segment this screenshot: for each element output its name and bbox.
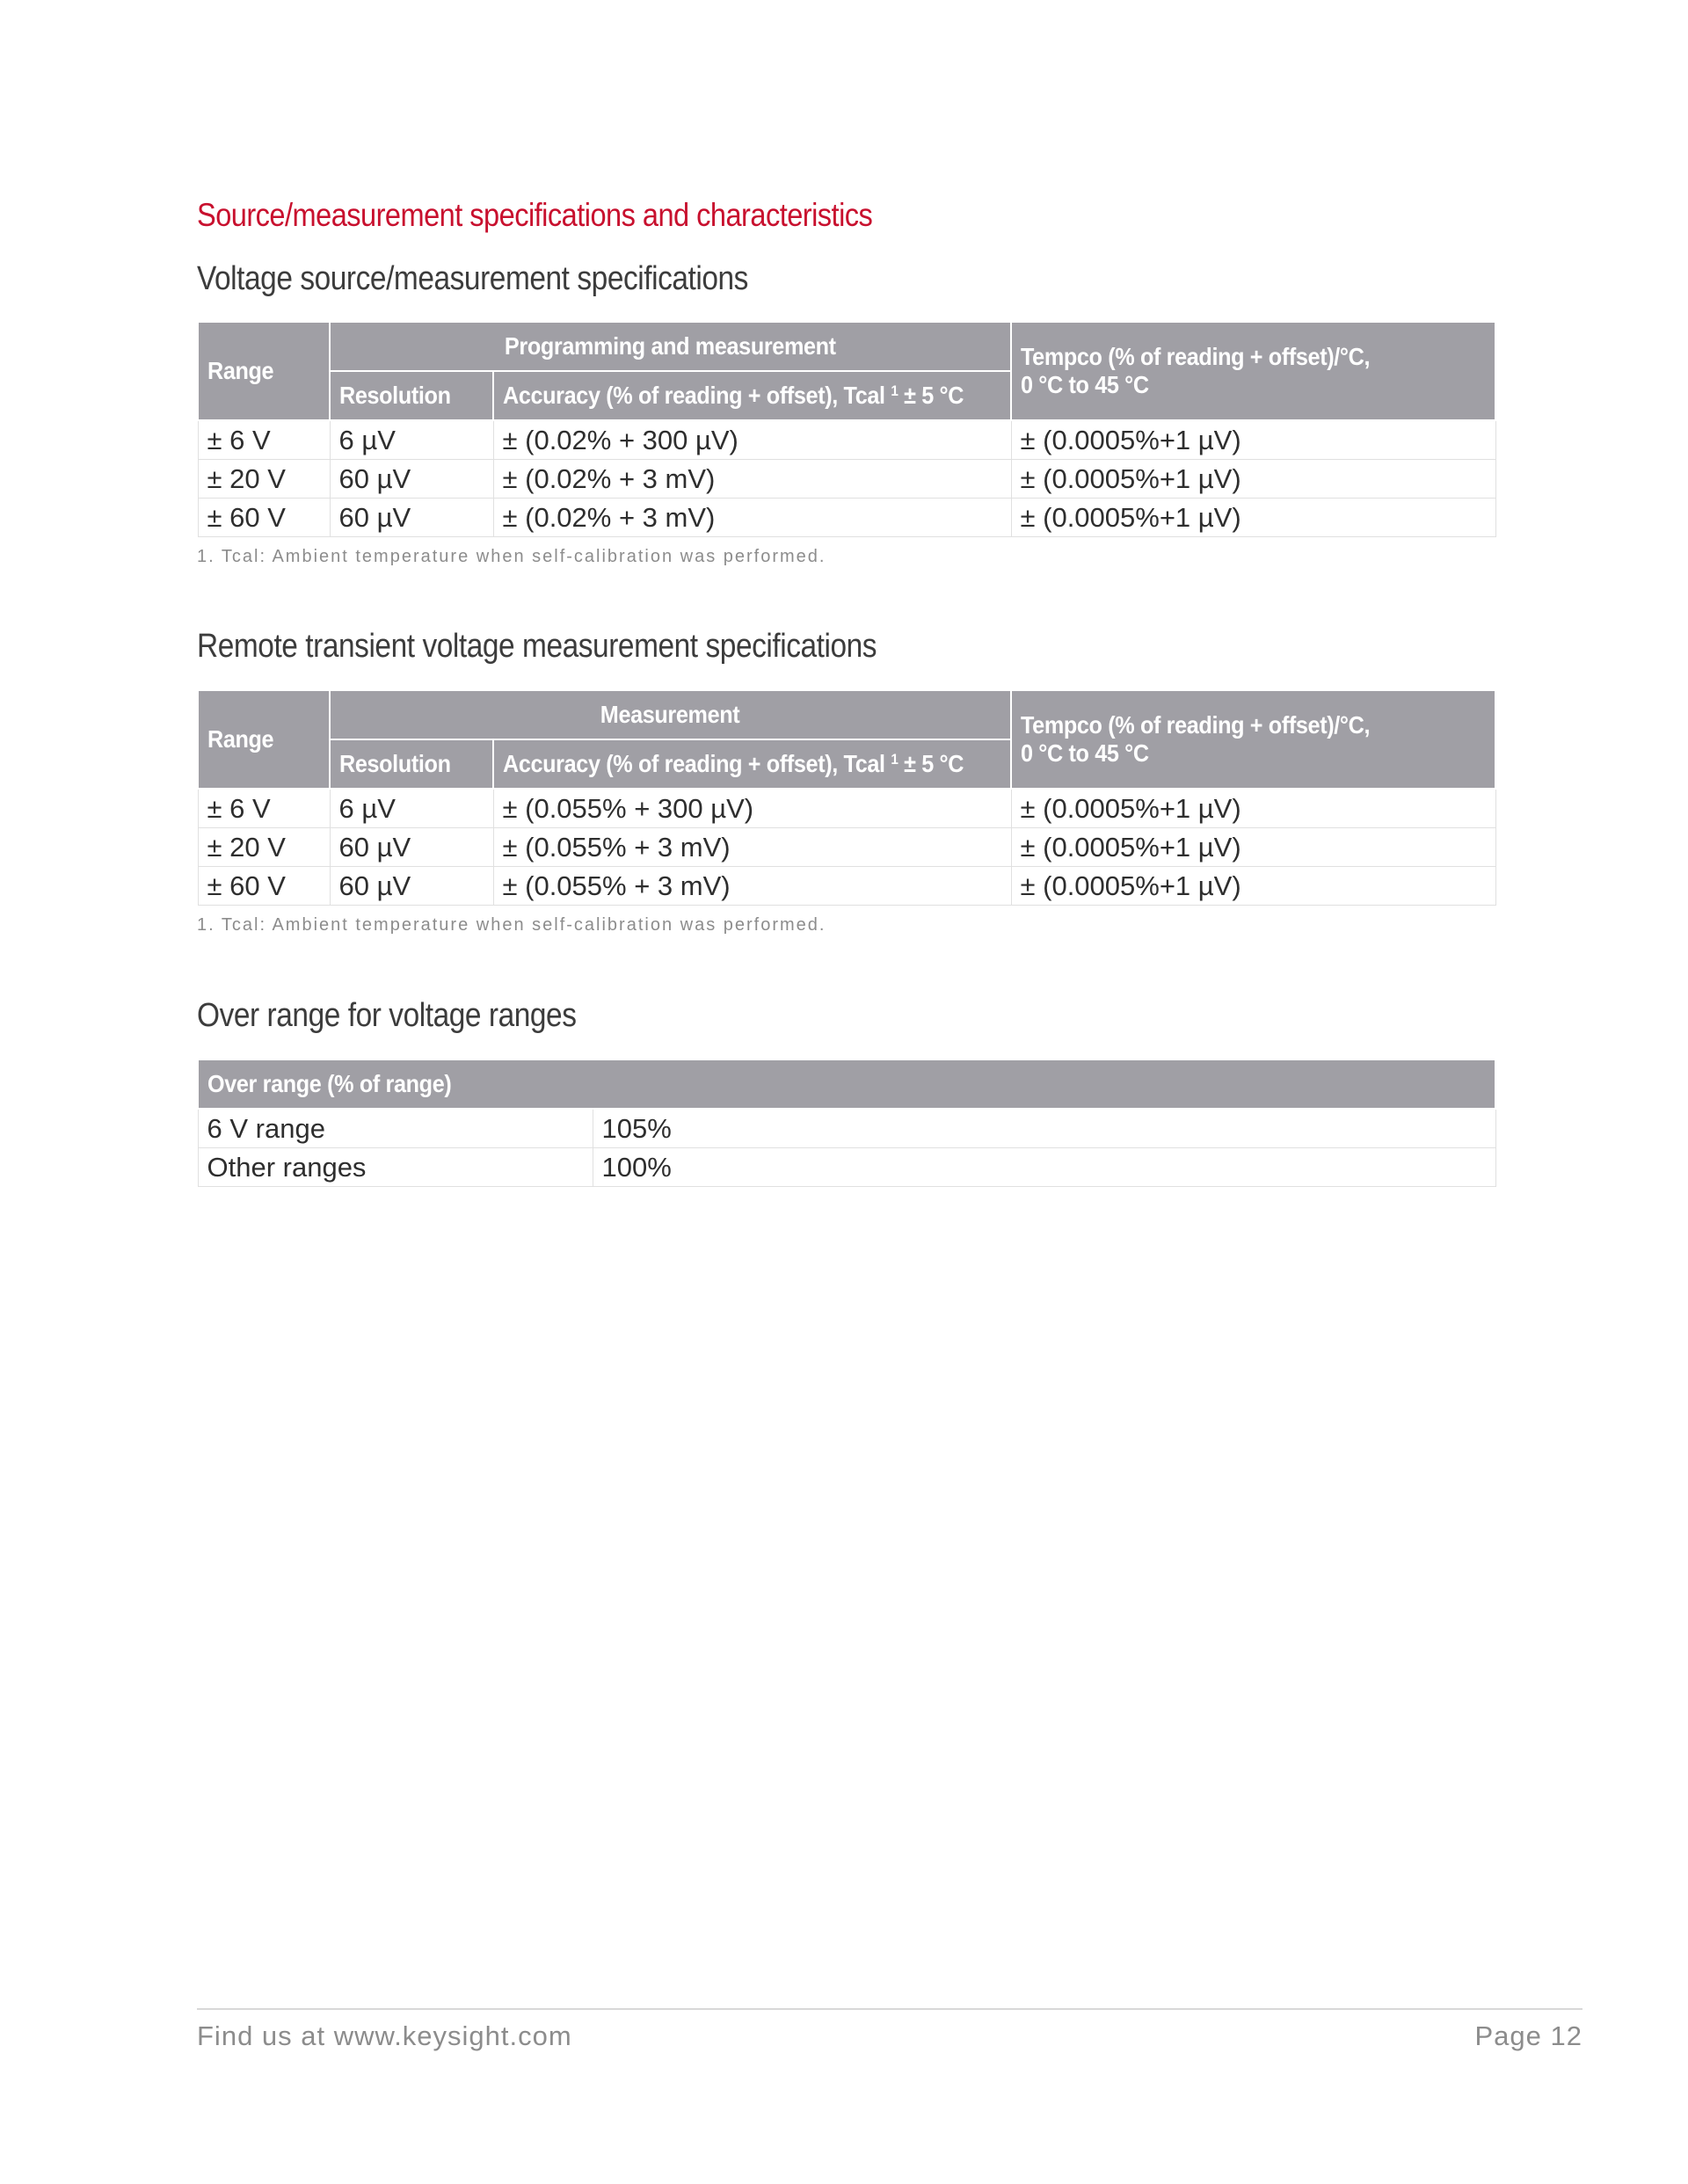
resolution-cell: 6 µV: [330, 420, 493, 460]
range-value-cell: 105%: [593, 1109, 1495, 1148]
footer-website[interactable]: Find us at www.keysight.com: [197, 2020, 572, 2051]
tempco-cell: ± (0.0005%+1 µV): [1011, 828, 1495, 867]
table-header-row: [198, 322, 1495, 371]
tempco-header: Tempco (% of reading + offset)/°C, 0 °C to 45 °C: [1011, 322, 1495, 420]
footer-divider: [197, 2008, 1582, 2010]
resolution-cell: 60 µV: [330, 460, 493, 499]
voltage-spec-footnote: 1. Tcal: Ambient temperature when self-calibration was performed.: [197, 547, 826, 566]
over-range-table: [197, 1059, 1496, 1187]
table-row: [198, 1109, 1495, 1148]
group-header: Measurement: [330, 690, 1011, 739]
transient-spec-heading: Remote transient voltage measurement specifications: [197, 628, 877, 665]
resolution-cell: 60 µV: [330, 867, 493, 906]
table-header-row: [198, 1059, 1495, 1109]
accuracy-cell: ± (0.055% + 3 mV): [493, 867, 1011, 906]
tempco-header: Tempco (% of reading + offset)/°C, 0 °C to 45 °C: [1011, 690, 1495, 789]
table-row: [198, 1148, 1495, 1187]
range-cell: ± 20 V: [198, 828, 330, 867]
group-header: Programming and measurement: [330, 322, 1011, 371]
range-header: Range: [198, 322, 330, 420]
resolution-header: Resolution: [330, 739, 493, 789]
range-cell: ± 6 V: [198, 789, 330, 828]
range-cell: ± 60 V: [198, 867, 330, 906]
accuracy-cell: ± (0.02% + 3 mV): [493, 460, 1011, 499]
range-header: Range: [198, 690, 330, 789]
table-row: [198, 499, 1495, 537]
resolution-cell: 60 µV: [330, 499, 493, 537]
over-range-header: Over range (% of range): [198, 1059, 1495, 1109]
tempco-cell: ± (0.0005%+1 µV): [1011, 867, 1495, 906]
tempco-cell: ± (0.0005%+1 µV): [1011, 499, 1495, 537]
table-header-row: [198, 690, 1495, 739]
table-row: [198, 828, 1495, 867]
accuracy-cell: ± (0.055% + 300 µV): [493, 789, 1011, 828]
table-row: [198, 789, 1495, 828]
range-cell: ± 6 V: [198, 420, 330, 460]
voltage-spec-heading: Voltage source/measurement specifications: [197, 260, 748, 297]
accuracy-header: Accuracy (% of reading + offset), Tcal $^1$ ± 5 °C: [493, 371, 1011, 420]
page-title: Source/measurement specifications and characteristics: [197, 197, 873, 233]
accuracy-cell: ± (0.02% + 3 mV): [493, 499, 1011, 537]
over-range-heading: Over range for voltage ranges: [197, 997, 577, 1034]
resolution-header: Resolution: [330, 371, 493, 420]
accuracy-cell: ± (0.055% + 3 mV): [493, 828, 1011, 867]
resolution-cell: 60 µV: [330, 828, 493, 867]
accuracy-header: Accuracy (% of reading + offset), Tcal $^1$ ± 5 °C: [493, 739, 1011, 789]
page-number: Page 12: [1474, 2020, 1582, 2051]
tempco-cell: ± (0.0005%+1 µV): [1011, 460, 1495, 499]
tempco-cell: ± (0.0005%+1 µV): [1011, 789, 1495, 828]
tempco-cell: ± (0.0005%+1 µV): [1011, 420, 1495, 460]
accuracy-cell: ± (0.02% + 300 µV): [493, 420, 1011, 460]
voltage-spec-table: [197, 321, 1496, 537]
table-row: [198, 460, 1495, 499]
range-value-cell: 100%: [593, 1148, 1495, 1187]
transient-spec-footnote: 1. Tcal: Ambient temperature when self-calibration was performed.: [197, 915, 826, 935]
range-label-cell: Other ranges: [198, 1148, 593, 1187]
range-cell: ± 20 V: [198, 460, 330, 499]
table-row: [198, 420, 1495, 460]
resolution-cell: 6 µV: [330, 789, 493, 828]
range-cell: ± 60 V: [198, 499, 330, 537]
range-label-cell: 6 V range: [198, 1109, 593, 1148]
table-row: [198, 867, 1495, 906]
transient-spec-table: [197, 689, 1496, 906]
